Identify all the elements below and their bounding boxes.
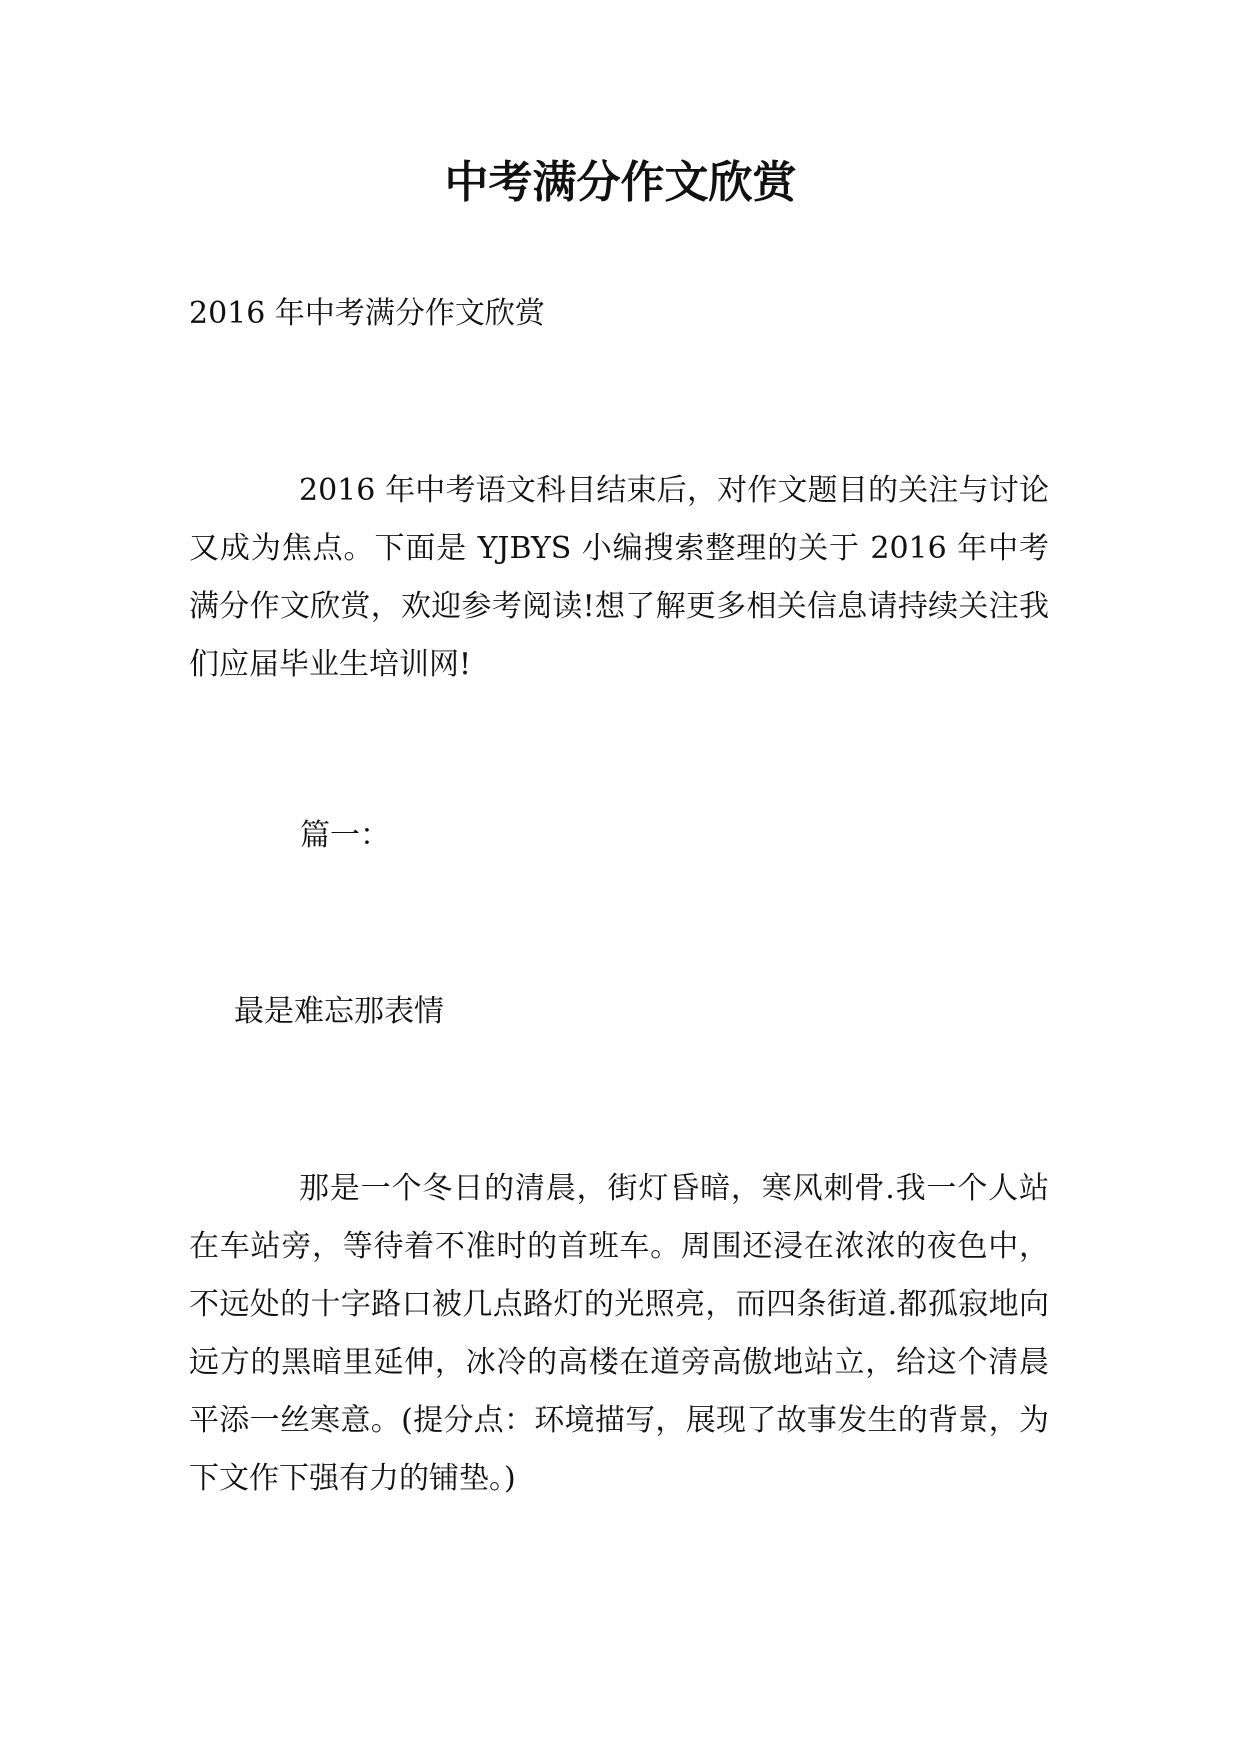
body-paragraph: 那是一个冬日的清晨，街灯昏暗，寒风刺骨.我一个人站在车站旁，等待着不准时的首班车。周围还浸在浓浓的夜色中，不远处的十字路口被几点路灯的光照亮，而四条街道.都孤寂地向远方的黑暗里延伸，冰冷的高楼在道旁高傲地站立，给这个清晨平添一丝寒意。(提分点：环境描写，展现了故事发生的背景，为下文作下强有力的铺垫。) [189,1171,1049,1496]
document-title: 中考满分作文欣赏 [444,157,797,208]
intro-paragraph: 2016 年中考语文科目结束后，对作文题目的关注与讨论又成为焦点。下面是 YJBYS 小编搜索整理的关于 2016 年中考满分作文欣赏，欢迎参考阅读!想了解更多相关信息请持续关注我们应届毕业生培训网! [189,473,1049,682]
document-subtitle: 2016 年中考满分作文欣赏 [189,296,545,331]
section-label: 篇一： [300,818,390,853]
essay-title: 最是难忘那表情 [234,994,444,1029]
